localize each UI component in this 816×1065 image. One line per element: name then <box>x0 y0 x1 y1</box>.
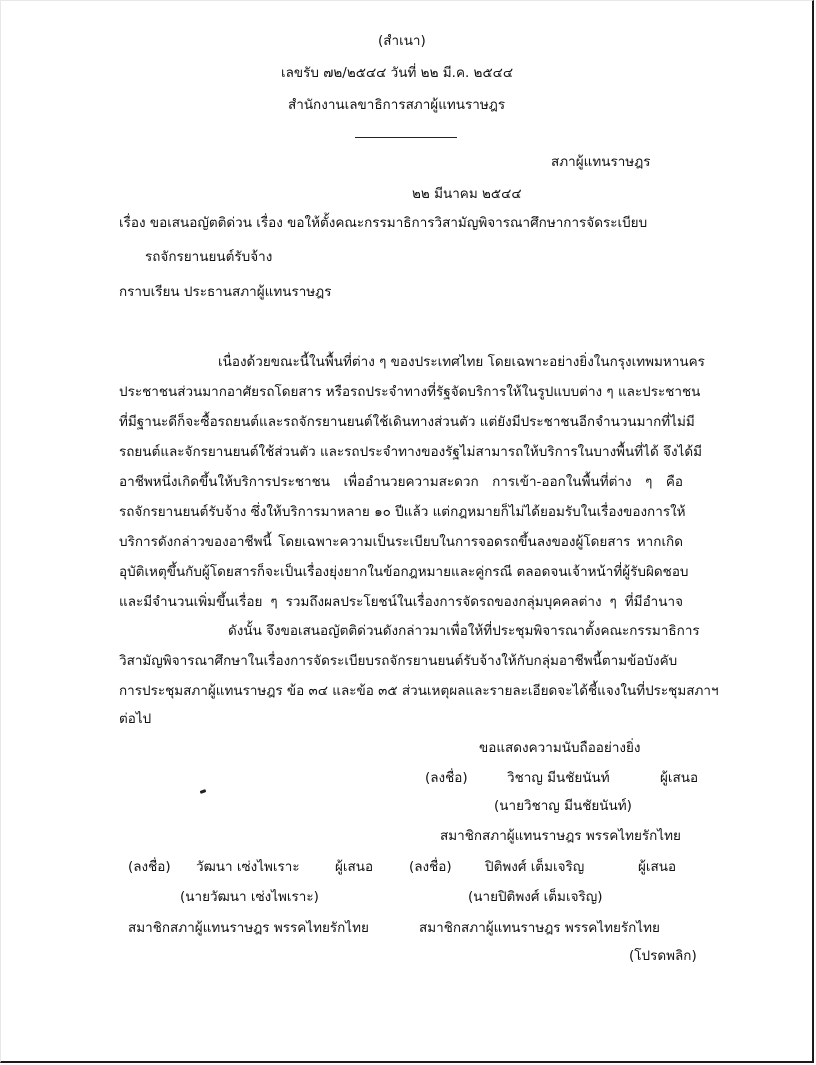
subject-line-1: เรื่อง ขอเสนอญัตติด่วน เรื่อง ขอให้ตั้งคณะกรรมาธิการวิสามัญพิจารณาศึกษาการจัดระเบียบ <box>119 215 648 231</box>
left-sign-label: (ลงชื่อ) <box>128 859 171 875</box>
subject-line-2: รถจักรยานยนต์รับจ้าง <box>145 249 273 265</box>
body-p1-line-2: ประชาชนส่วนมากอาศัยรถโดยสาร หรือรถประจำทางที่รัฐจัดบริการให้ในรูปแบบต่าง ๆ และประชาชน <box>119 384 701 400</box>
turn-over-note: (โปรดพลิก) <box>629 948 697 964</box>
right-proposer-label: ผู้เสนอ <box>638 859 677 875</box>
left-proposer-label: ผู้เสนอ <box>335 859 374 875</box>
body-p1-line-7: บริการดังกล่าวของอาชีพนี้ โดยเฉพาะความเป็นระเบียบในการจอดรถขึ้นลงของผู้โดยสาร หากเกิด <box>119 534 683 550</box>
main-proposer-label: ผู้เสนอ <box>660 770 699 786</box>
main-position: สมาชิกสภาผู้แทนราษฎร พรรคไทยรักไทย <box>440 828 681 844</box>
body-p1-line-6: รถจักรยานยนต์รับจ้าง ซึ่งให้บริการมาหลาย ๑๐ ปีแล้ว แต่กฎหมายก็ไม่ได้ยอมรับในเรื่องของการให้ <box>119 504 686 520</box>
letter-from: สภาผู้แทนราษฎร <box>551 154 651 170</box>
body-p2-line-4: ต่อไป <box>119 711 152 727</box>
salutation: กราบเรียน ประธานสภาผู้แทนราษฎร <box>119 284 332 300</box>
right-signature: ปิติพงศ์ เต็มเจริญ <box>485 859 585 875</box>
body-p2-line-2: วิสามัญพิจารณาศึกษาในเรื่องการจัดระเบียบรถจักรยานยนต์รับจ้างให้กับกลุ่มอาชีพนี้ตามข้อบังคับ <box>119 653 678 669</box>
main-signature: วิชาญ มีนชัยนันท์ <box>507 770 610 786</box>
right-sign-label: (ลงชื่อ) <box>409 859 452 875</box>
closing: ขอแสดงความนับถืออย่างยิ่ง <box>479 740 641 756</box>
left-signature: วัฒนา เซ่งไพเราะ <box>196 859 300 875</box>
body-p2-line-1: ดังนั้น จึงขอเสนอญัตติด่วนดังกล่าวมาเพื่อให้ที่ประชุมพิจารณาตั้งคณะกรรมาธิการ <box>228 623 700 639</box>
right-position: สมาชิกสภาผู้แทนราษฎร พรรคไทยรักไทย <box>419 920 660 936</box>
right-printed-name: (นายปิติพงศ์ เต็มเจริญ) <box>468 889 603 905</box>
divider-line <box>355 137 457 138</box>
main-printed-name: (นายวิชาญ มีนชัยนันท์) <box>494 798 632 814</box>
body-p2-line-3: การประชุมสภาผู้แทนราษฎร ข้อ ๓๔ และข้อ ๓๕ ส่วนเหตุผลและรายละเอียดจะได้ชี้แจงในที่ประชุมสภาฯ <box>119 683 719 699</box>
copy-mark: (สำเนา) <box>378 33 426 49</box>
body-p1-line-9: และมีจำนวนเพิ่มขึ้นเรื่อย ๆ รวมถึงผลประโยชน์ในเรื่องการจัดรถของกลุ่มบุคคลต่าง ๆ ที่มีอำนาจ <box>119 594 683 610</box>
main-sign-label: (ลงชื่อ) <box>425 770 468 786</box>
body-p1-line-4: รถยนต์และจักรยานยนต์ใช้ส่วนตัว และรถประจำทางของรัฐไม่สามารถให้บริการในบางพื้นที่ได้ จึงได้มี <box>119 444 702 460</box>
office-name: สำนักงานเลขาธิการสภาผู้แทนราษฎร <box>288 97 506 113</box>
body-p1-line-8: อุบัติเหตุขึ้นกับผู้โดยสารก็จะเป็นเรื่องยุ่งยากในข้อกฎหมายและคู่กรณี ตลอดจนเจ้าหน้าที่ผู้รับผิดชอบ <box>119 564 689 580</box>
body-p1-line-5: อาชีพหนึ่งเกิดขึ้นให้บริการประชาชน เพื่ออำนวยความสะดวก การเข้า-ออกในพื้นที่ต่าง ๆ คือ <box>119 474 683 490</box>
left-position: สมาชิกสภาผู้แทนราษฎร พรรคไทยรักไทย <box>128 920 369 936</box>
letter-date: ๒๒ มีนาคม ๒๕๔๔ <box>412 186 522 202</box>
body-p1-line-3: ที่มีฐานะดีก็จะซื้อรถยนต์และรถจักรยานยนต์ใช้เดินทางส่วนตัว แต่ยังมีประชาชนอีกจำนวนมากที่ไม่มี <box>119 414 695 430</box>
left-printed-name: (นายวัฒนา เซ่งไพเราะ) <box>180 889 319 905</box>
receipt-line: เลขรับ ๗๒/๒๕๔๔ วันที่ ๒๒ มี.ค. ๒๕๔๔ <box>281 65 514 81</box>
body-p1-line-1: เนื่องด้วยขณะนี้ในพื้นที่ต่าง ๆ ของประเทศไทย โดยเฉพาะอย่างยิ่งในกรุงเทพมหานคร <box>218 354 705 370</box>
